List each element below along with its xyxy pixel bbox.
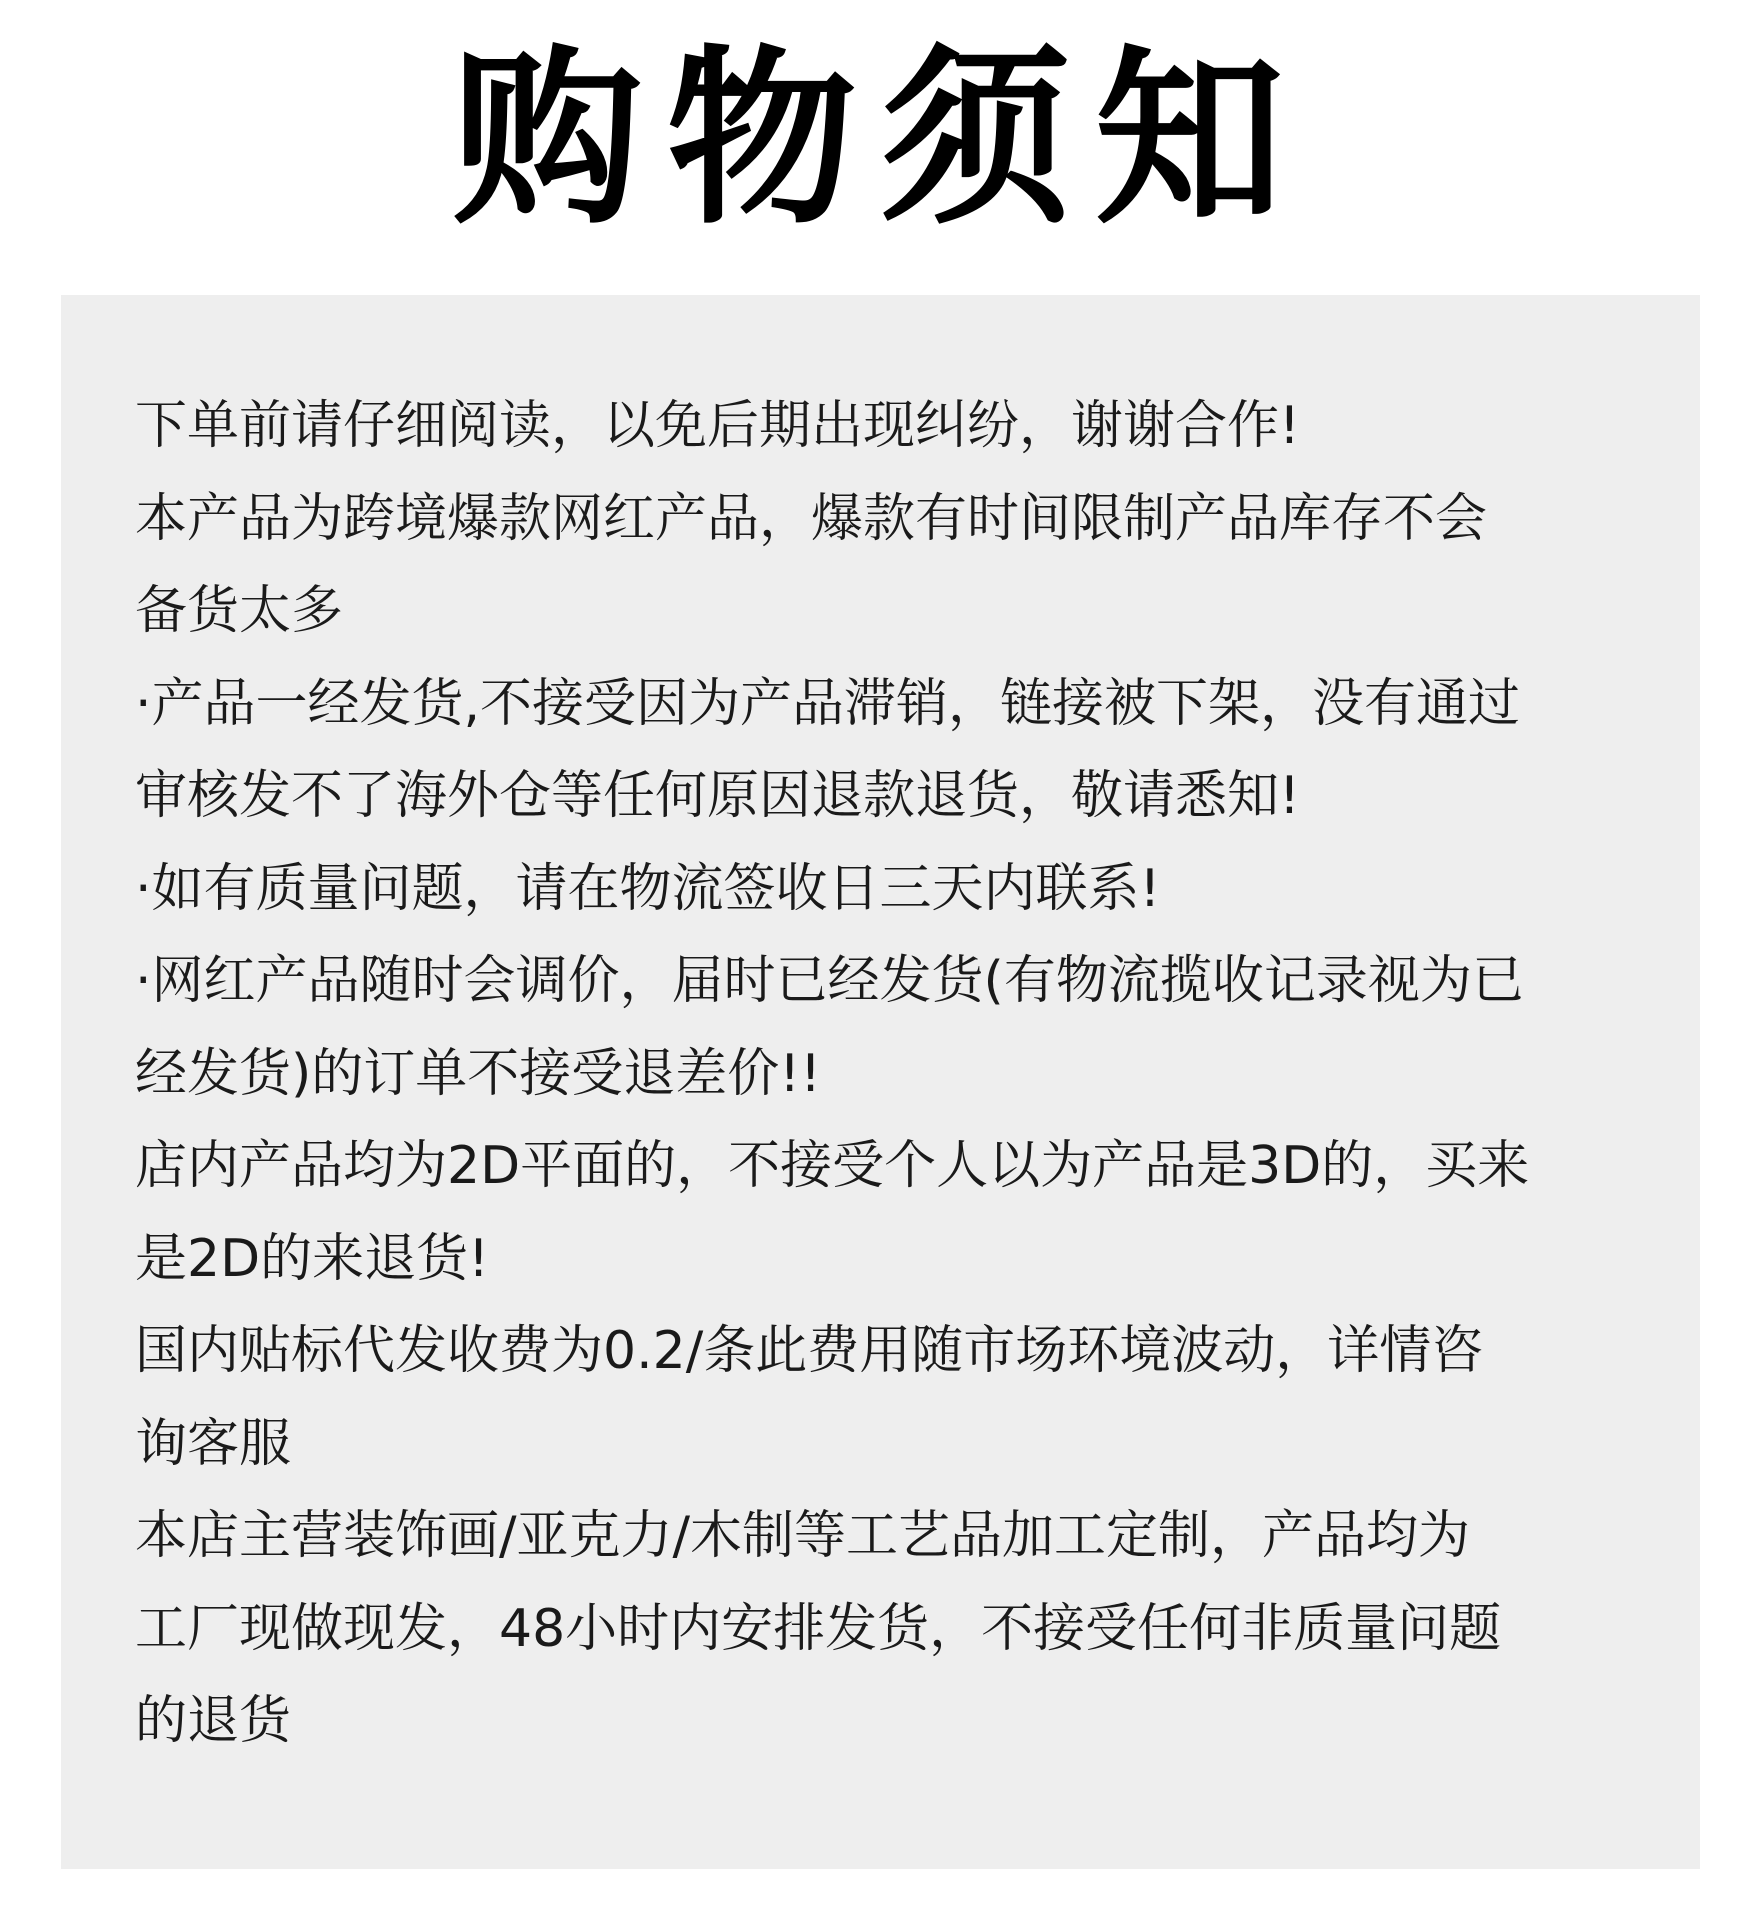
- notice-line: 本店主营装饰画/亚克力/木制等工艺品加工定制，产品均为: [135, 1506, 1471, 1566]
- notice-line: 本产品为跨境爆款网红产品，爆款有时间限制产品库存不会: [135, 488, 1488, 549]
- notice-line: 经发货)的订单不接受退差价!!: [135, 1043, 821, 1104]
- notice-line: 备货太多: [135, 581, 344, 641]
- notice-line: 询客服: [135, 1413, 292, 1474]
- notice-line: ·如有质量问题，请在物流签收日三天内联系!: [135, 858, 1161, 919]
- notice-line: 审核发不了海外仓等任何原因退款退货，敬请悉知!: [135, 766, 1300, 826]
- notice-line: 的退货: [135, 1691, 292, 1751]
- notice-line: ·网红产品随时会调价，届时已经发货(有物流揽收记录视为已: [135, 951, 1524, 1011]
- notice-line: 店内产品均为2D平面的，不接受个人以为产品是3D的，买来: [135, 1136, 1530, 1196]
- notice-line: 工厂现做现发，48小时内安排发货，不接受任何非质量问题: [135, 1598, 1502, 1659]
- page-title: 购物须知: [452, 29, 1309, 250]
- notice-content: [135, 380, 1655, 1768]
- notice-line: ·产品一经发货,不接受因为产品滞销，链接被下架，没有通过: [135, 673, 1521, 734]
- notice-line: 国内贴标代发收费为0.2/条此费用随市场环境波动，详情咨: [135, 1321, 1484, 1381]
- notice-line: 是2D的来退货!: [135, 1228, 489, 1289]
- notice-line: 下单前请仔细阅读，以免后期出现纠纷，谢谢合作!: [135, 396, 1300, 456]
